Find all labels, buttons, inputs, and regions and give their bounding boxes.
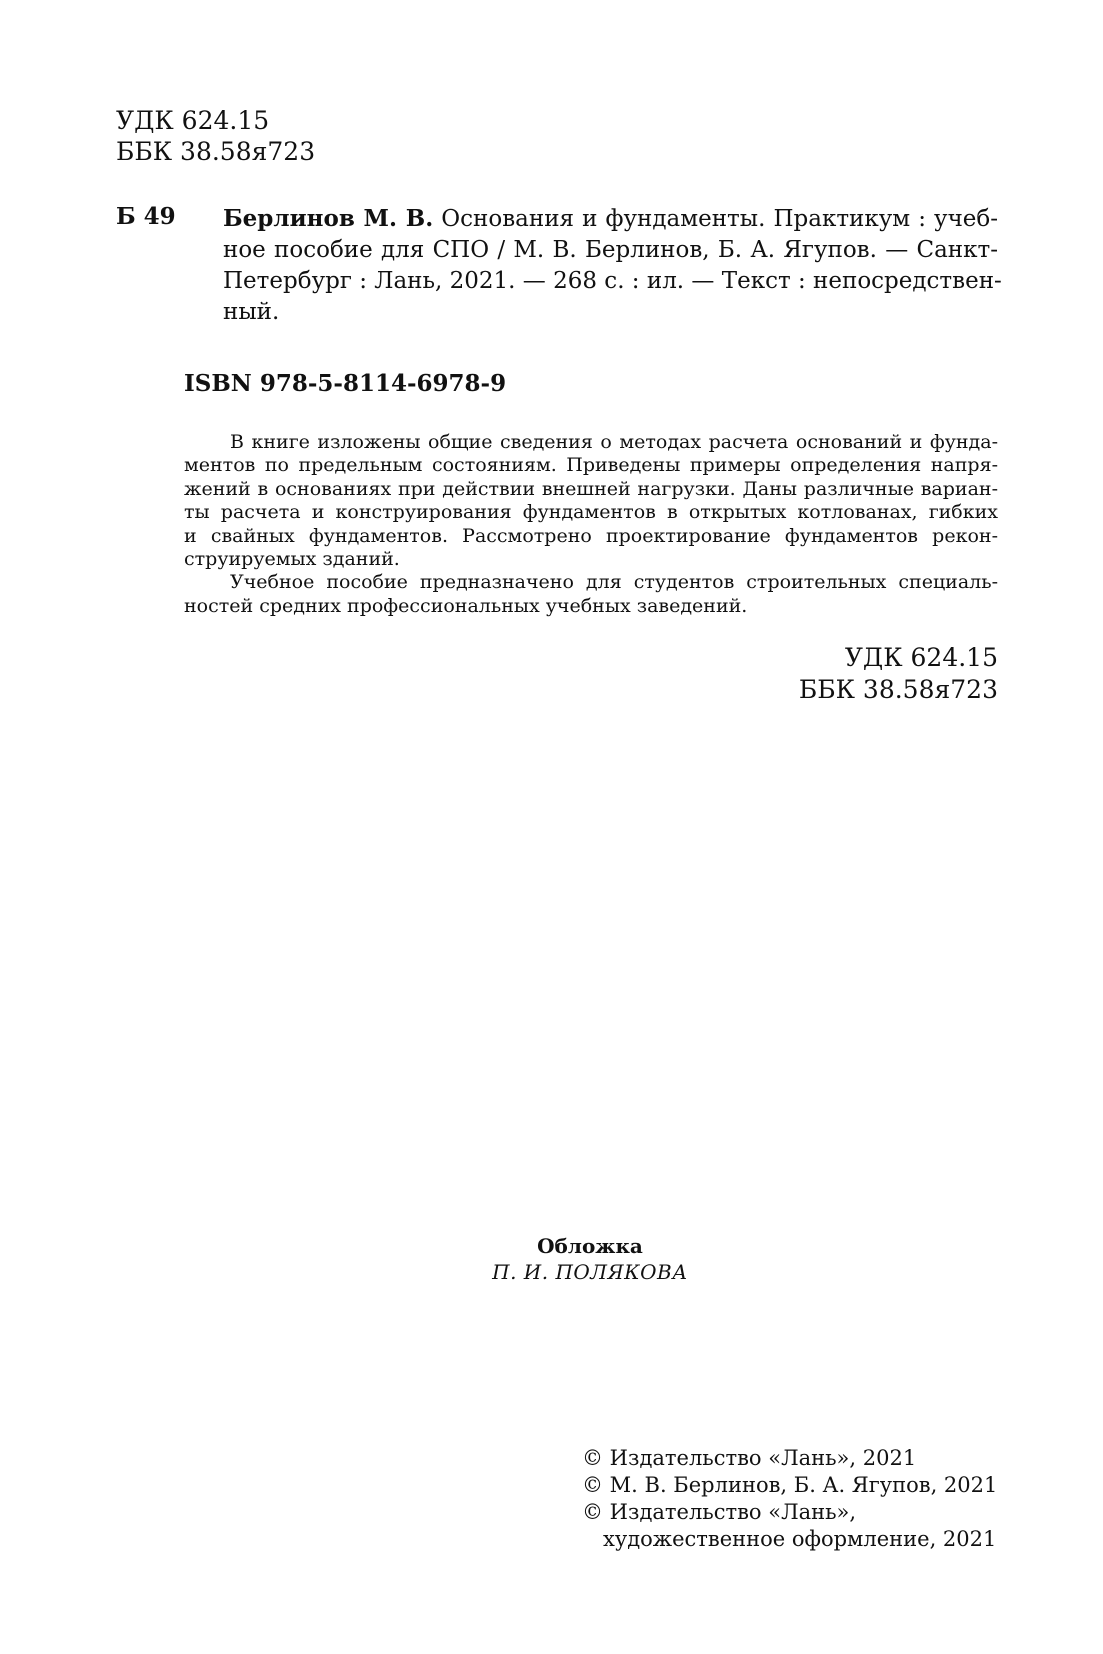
isbn: ISBN 978-5-8114-6978-9: [184, 370, 507, 397]
copyright-line: © Издательство «Лань»,: [582, 1500, 857, 1524]
copyright-line: © Издательство «Лань», 2021: [582, 1446, 917, 1470]
entry-line-3: Петербург : Лань, 2021. — 268 с. : ил. — Текст : непосредствен-: [223, 268, 1002, 294]
annotation-line: Учебное пособие предназначено для студентов строительных специаль-: [230, 571, 998, 594]
annotation-line: ментов по предельным состояниям. Приведены примеры определения напря-: [184, 454, 998, 477]
entry-line-2: ное пособие для СПО / М. В. Берлинов, Б. А. Ягупов. — Санкт-: [223, 237, 998, 263]
annotation-line: жений в основаниях при действии внешней нагрузки. Даны различные вариан-: [184, 477, 998, 500]
udk-code: УДК 624.15: [844, 643, 998, 672]
classification-bottom: [799, 642, 998, 706]
udk-code: УДК 624.15: [116, 106, 270, 135]
bibliographic-entry: [223, 203, 1002, 328]
annotation-line: струируемых зданий.: [184, 548, 400, 571]
annotation-line: ностей средних профессиональных учебных заведений.: [184, 594, 748, 617]
copyright-line: © М. В. Берлинов, Б. А. Ягупов, 2021: [582, 1473, 998, 1497]
annotation-line: ты расчета и конструирования фундаментов в открытых котлованах, гибких: [184, 501, 998, 524]
entry-line-1: [223, 203, 998, 235]
cover-credit: [0, 1233, 1103, 1285]
annotation-line: и свайных фундаментов. Рассмотрено проектирование фундаментов рекон-: [184, 524, 998, 547]
author-name: Берлинов М. В.: [223, 205, 434, 232]
classification-top: [116, 105, 315, 167]
bbk-code: ББК 38.58я723: [116, 137, 316, 166]
annotation-line: В книге изложены общие сведения о методах расчета оснований и фунда-: [230, 431, 998, 453]
bbk-code: ББК 38.58я723: [798, 675, 998, 704]
author-mark: Б 49: [116, 203, 176, 230]
copyright-line: художественное оформление, 2021: [603, 1527, 997, 1551]
cover-label: Обложка: [537, 1234, 643, 1258]
annotation: [184, 431, 998, 618]
cover-designer: П. И. ПОЛЯКОВА: [492, 1260, 688, 1284]
entry-title: Основания и фундаменты. Практикум : учеб-: [433, 206, 998, 232]
copyright-block: [582, 1445, 997, 1553]
entry-line-4: ный.: [223, 299, 280, 325]
